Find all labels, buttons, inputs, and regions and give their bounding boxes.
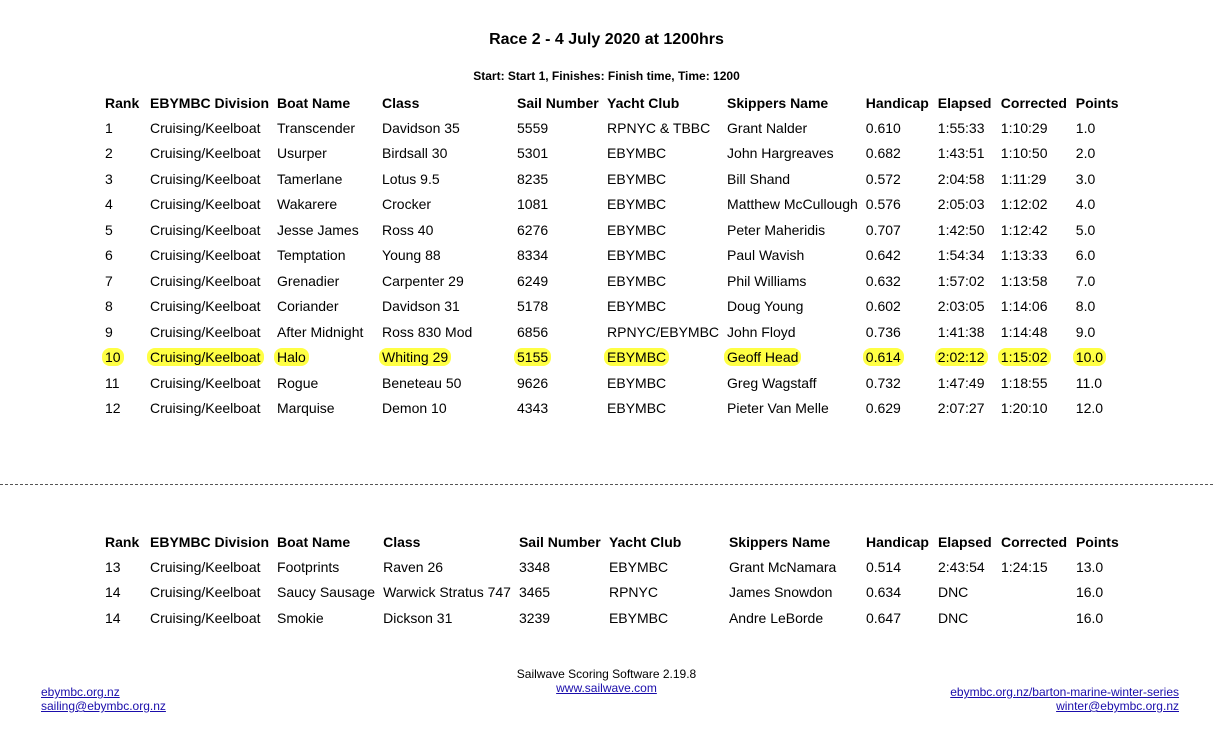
cell-boat-name: Halo: [273, 345, 378, 371]
table-row: [101, 166, 1125, 192]
header-handicap: Handicap: [865, 94, 929, 111]
cell-corrected: 1:10:50: [1000, 145, 1048, 162]
cell-points: 9.0: [1075, 323, 1096, 340]
cell-rank: 14: [105, 609, 121, 626]
cell-class: Demon 10: [382, 400, 447, 417]
cell-corrected: 1:13:33: [1000, 247, 1048, 264]
cell-yacht-club: EBYMBC: [607, 298, 667, 315]
cell-points: 1.0: [1075, 119, 1096, 136]
cell-handicap: 0.732: [865, 374, 901, 391]
cell-division: Cruising/Keelboat: [150, 323, 261, 340]
cell-corrected: 1:20:10: [1000, 400, 1048, 417]
cell-corrected: 1:14:48: [1000, 323, 1048, 340]
cell-points: 3.0: [1075, 170, 1096, 187]
header-sail-number: Sail Number: [518, 533, 601, 550]
cell-division: Cruising/Keelboat: [150, 374, 261, 391]
header-rank: Rank: [105, 94, 140, 111]
cell-division: Cruising/Keelboat: [150, 298, 261, 315]
cell-skipper: Pieter Van Melle: [727, 400, 829, 417]
cell-sail-number: 3239: [518, 609, 551, 626]
header-class: Class: [383, 533, 421, 550]
header-yacht-club: Yacht Club: [608, 533, 682, 550]
cell-skipper: Peter Maheridis: [727, 221, 826, 238]
cell-points: 10.0: [1072, 345, 1125, 371]
cell-points: 7.0: [1075, 272, 1096, 289]
cell-division: Cruising/Keelboat: [150, 196, 261, 213]
cell-skipper: James Snowdon: [728, 584, 833, 601]
cell-elapsed: 2:05:03: [937, 196, 985, 213]
header-class: Class: [382, 94, 420, 111]
cell-class: Warwick Stratus 747: [383, 584, 511, 601]
cell-handicap: 0.602: [865, 298, 901, 315]
cell-points: 13.0: [1075, 558, 1104, 575]
cell-handicap: 0.514: [865, 558, 901, 575]
header-division: EBYMBC Division: [150, 533, 270, 550]
winter-series-link[interactable]: ebymbc.org.nz/barton-marine-winter-series: [950, 685, 1179, 699]
cell-division: Cruising/Keelboat: [150, 584, 261, 601]
cell-rank: 12: [105, 400, 121, 417]
cell-sail-number: 5301: [517, 145, 549, 162]
table-header-row: [101, 90, 1125, 115]
cell-sail-number: 6249: [517, 272, 549, 289]
table-row: [101, 319, 1125, 345]
cell-elapsed: DNC: [937, 609, 969, 626]
cell-division: Cruising/Keelboat: [146, 345, 273, 371]
cell-sail-number: 5155: [513, 345, 603, 371]
page-divider: [0, 484, 1213, 485]
header-rank: Rank: [105, 533, 140, 550]
cell-rank: 11: [105, 374, 120, 391]
cell-yacht-club: EBYMBC: [607, 374, 667, 391]
cell-division: Cruising/Keelboat: [150, 609, 261, 626]
cell-points: 12.0: [1075, 400, 1104, 417]
cell-handicap: 0.572: [865, 170, 901, 187]
software-name: Sailwave Scoring Software 2.19.8: [516, 667, 697, 681]
cell-sail-number: 4343: [517, 400, 549, 417]
cell-skipper: Grant Nalder: [727, 119, 808, 136]
cell-handicap: 0.576: [865, 196, 901, 213]
table-row: [101, 192, 1125, 218]
cell-sail-number: 5178: [517, 298, 549, 315]
header-points: Points: [1075, 94, 1119, 111]
winter-email-link[interactable]: winter@ebymbc.org.nz: [1056, 699, 1179, 713]
cell-class: Carpenter 29: [382, 272, 464, 289]
cell-points: 16.0: [1075, 609, 1104, 626]
cell-boat-name: After Midnight: [277, 323, 364, 340]
cell-points: 6.0: [1075, 247, 1096, 264]
cell-division: Cruising/Keelboat: [150, 170, 261, 187]
cell-sail-number: 8334: [517, 247, 549, 264]
cell-elapsed: 1:55:33: [937, 119, 985, 136]
table-row: [101, 243, 1125, 269]
cell-yacht-club: EBYMBC: [607, 221, 667, 238]
cell-corrected: 1:10:29: [1000, 119, 1048, 136]
table-row: [101, 268, 1125, 294]
header-elapsed: Elapsed: [937, 533, 992, 550]
cell-boat-name: Rogue: [277, 374, 319, 391]
sailwave-link[interactable]: www.sailwave.com: [556, 681, 657, 695]
cell-boat-name: Transcender: [277, 119, 356, 136]
cell-skipper: Grant McNamara: [728, 558, 837, 575]
cell-skipper: Bill Shand: [727, 170, 791, 187]
cell-rank: 5: [105, 221, 113, 238]
cell-skipper: Andre LeBorde: [728, 609, 824, 626]
header-points: Points: [1075, 533, 1119, 550]
cell-class: Dickson 31: [383, 609, 453, 626]
cell-class: Young 88: [382, 247, 441, 264]
cell-boat-name: Marquise: [277, 400, 335, 417]
header-yacht-club: Yacht Club: [607, 94, 680, 111]
cell-yacht-club: EBYMBC: [603, 345, 723, 371]
cell-handicap: 0.629: [865, 400, 901, 417]
cell-elapsed: DNC: [937, 584, 969, 601]
header-skipper: Skippers Name: [727, 94, 829, 111]
cell-rank: 10: [101, 345, 146, 371]
cell-yacht-club: RPNYC: [608, 584, 658, 601]
cell-elapsed: 1:47:49: [937, 374, 985, 391]
cell-corrected: 1:13:58: [1000, 272, 1048, 289]
cell-handicap: 0.707: [865, 221, 901, 238]
cell-sail-number: 5559: [517, 119, 549, 136]
cell-division: Cruising/Keelboat: [150, 145, 261, 162]
cell-yacht-club: EBYMBC: [608, 609, 669, 626]
table-row: [101, 580, 1125, 606]
header-handicap: Handicap: [865, 533, 929, 550]
cell-rank: 13: [105, 558, 121, 575]
cell-rank: 4: [105, 196, 113, 213]
table-row: [101, 345, 1125, 371]
cell-corrected: [997, 605, 1072, 631]
cell-rank: 3: [105, 170, 113, 187]
cell-handicap: 0.634: [865, 584, 901, 601]
table-row: [101, 605, 1125, 631]
cell-boat-name: Smokie: [277, 609, 324, 626]
sailing-email-link[interactable]: sailing@ebymbc.org.nz: [41, 699, 166, 713]
cell-handicap: 0.682: [865, 145, 901, 162]
cell-sail-number: 9626: [517, 374, 549, 391]
cell-corrected: [997, 580, 1072, 606]
header-corrected: Corrected: [1000, 533, 1068, 550]
cell-class: Beneteau 50: [382, 374, 462, 391]
header-boat-name: Boat Name: [277, 94, 351, 111]
cell-corrected: 1:14:06: [1000, 298, 1048, 315]
cell-skipper: John Floyd: [727, 323, 796, 340]
cell-elapsed: 1:43:51: [937, 145, 985, 162]
cell-rank: 9: [105, 323, 113, 340]
cell-corrected: 1:12:42: [1000, 221, 1048, 238]
cell-boat-name: Saucy Sausage: [277, 584, 376, 601]
header-elapsed: Elapsed: [937, 94, 992, 111]
table-row: [101, 294, 1125, 320]
cell-points: 16.0: [1075, 584, 1104, 601]
header-skipper: Skippers Name: [728, 533, 831, 550]
cell-handicap: 0.736: [865, 323, 901, 340]
header-boat-name: Boat Name: [277, 533, 351, 550]
cell-yacht-club: RPNYC & TBBC: [607, 119, 711, 136]
cell-corrected: 1:18:55: [1000, 374, 1048, 391]
cell-yacht-club: EBYMBC: [607, 170, 667, 187]
cell-rank: 8: [105, 298, 113, 315]
cell-class: Ross 40: [382, 221, 434, 238]
cell-boat-name: Usurper: [277, 145, 327, 162]
cell-sail-number: 8235: [517, 170, 549, 187]
cell-division: Cruising/Keelboat: [150, 558, 261, 575]
table-row: [101, 370, 1125, 396]
cell-yacht-club: RPNYC/EBYMBC: [607, 323, 720, 340]
cell-class: Ross 830 Mod: [382, 323, 473, 340]
cell-elapsed: 2:43:54: [937, 558, 985, 575]
cell-boat-name: Tamerlane: [277, 170, 343, 187]
cell-handicap: 0.610: [865, 119, 901, 136]
cell-class: Davidson 35: [382, 119, 460, 136]
cell-corrected: 1:12:02: [1000, 196, 1048, 213]
cell-handicap: 0.647: [865, 609, 901, 626]
table-row: [101, 217, 1125, 243]
cell-division: Cruising/Keelboat: [150, 247, 261, 264]
cell-skipper: Geoff Head: [723, 345, 862, 371]
table-row: [101, 396, 1125, 422]
cell-class: Birdsall 30: [382, 145, 448, 162]
cell-sail-number: 6856: [517, 323, 549, 340]
cell-rank: 1: [105, 119, 113, 136]
race-title: Race 2 - 4 July 2020 at 1200hrs: [489, 31, 724, 48]
header-sail-number: Sail Number: [517, 94, 599, 111]
table-row: [101, 141, 1125, 167]
cell-yacht-club: EBYMBC: [607, 272, 667, 289]
table-row: [101, 554, 1125, 580]
cell-elapsed: 2:03:05: [937, 298, 985, 315]
cell-rank: 2: [105, 145, 113, 162]
cell-elapsed: 1:42:50: [937, 221, 985, 238]
cell-sail-number: 3348: [518, 558, 551, 575]
cell-boat-name: Footprints: [277, 558, 340, 575]
cell-yacht-club: EBYMBC: [608, 558, 669, 575]
cell-rank: 7: [105, 272, 113, 289]
cell-boat-name: Coriander: [277, 298, 339, 315]
cell-sail-number: 3465: [518, 584, 551, 601]
cell-points: 5.0: [1075, 221, 1096, 238]
cell-division: Cruising/Keelboat: [150, 272, 261, 289]
cell-boat-name: Temptation: [277, 247, 346, 264]
cell-corrected: 1:11:29: [1000, 170, 1047, 187]
cell-skipper: John Hargreaves: [727, 145, 834, 162]
cell-rank: 6: [105, 247, 113, 264]
cell-points: 2.0: [1075, 145, 1096, 162]
cell-elapsed: 1:57:02: [937, 272, 985, 289]
cell-elapsed: 2:04:58: [937, 170, 985, 187]
results-table-secondary: [101, 529, 1125, 631]
ebymbc-site-link[interactable]: ebymbc.org.nz: [41, 685, 120, 699]
cell-skipper: Greg Wagstaff: [727, 374, 817, 391]
cell-boat-name: Grenadier: [277, 272, 340, 289]
footer-right: [950, 685, 1179, 713]
cell-sail-number: 1081: [517, 196, 549, 213]
footer-left: [41, 685, 166, 713]
cell-division: Cruising/Keelboat: [150, 119, 261, 136]
cell-handicap: 0.642: [865, 247, 901, 264]
cell-yacht-club: EBYMBC: [607, 196, 667, 213]
cell-class: Raven 26: [383, 558, 444, 575]
cell-skipper: Doug Young: [727, 298, 804, 315]
cell-division: Cruising/Keelboat: [150, 221, 261, 238]
cell-boat-name: Jesse James: [277, 221, 359, 238]
cell-rank: 14: [105, 584, 121, 601]
table-header-row: [101, 529, 1125, 554]
cell-elapsed: 1:41:38: [937, 323, 985, 340]
cell-class: Lotus 9.5: [382, 170, 440, 187]
cell-handicap: 0.632: [865, 272, 901, 289]
cell-class: Davidson 31: [382, 298, 460, 315]
cell-yacht-club: EBYMBC: [607, 247, 667, 264]
cell-skipper: Paul Wavish: [727, 247, 805, 264]
cell-skipper: Phil Williams: [727, 272, 807, 289]
cell-elapsed: 1:54:34: [937, 247, 985, 264]
cell-yacht-club: EBYMBC: [607, 145, 667, 162]
race-subtitle: Start: Start 1, Finishes: Finish time, Time: 1200: [473, 69, 740, 83]
cell-corrected: 1:15:02: [997, 345, 1072, 371]
header-corrected: Corrected: [1000, 94, 1067, 111]
cell-elapsed: 2:02:12: [934, 345, 997, 371]
cell-yacht-club: EBYMBC: [607, 400, 667, 417]
cell-handicap: 0.614: [862, 345, 934, 371]
cell-boat-name: Wakarere: [277, 196, 338, 213]
cell-points: 4.0: [1075, 196, 1096, 213]
cell-elapsed: 2:07:27: [937, 400, 985, 417]
cell-points: 8.0: [1075, 298, 1096, 315]
results-table-main: [101, 90, 1125, 421]
cell-class: Crocker: [382, 196, 432, 213]
cell-corrected: 1:24:15: [1000, 558, 1048, 575]
cell-class: Whiting 29: [378, 345, 513, 371]
cell-skipper: Matthew McCullough: [727, 196, 858, 213]
cell-division: Cruising/Keelboat: [150, 400, 261, 417]
table-row: [101, 115, 1125, 141]
cell-points: 11.0: [1075, 374, 1102, 391]
cell-sail-number: 6276: [517, 221, 549, 238]
header-division: EBYMBC Division: [150, 94, 270, 111]
